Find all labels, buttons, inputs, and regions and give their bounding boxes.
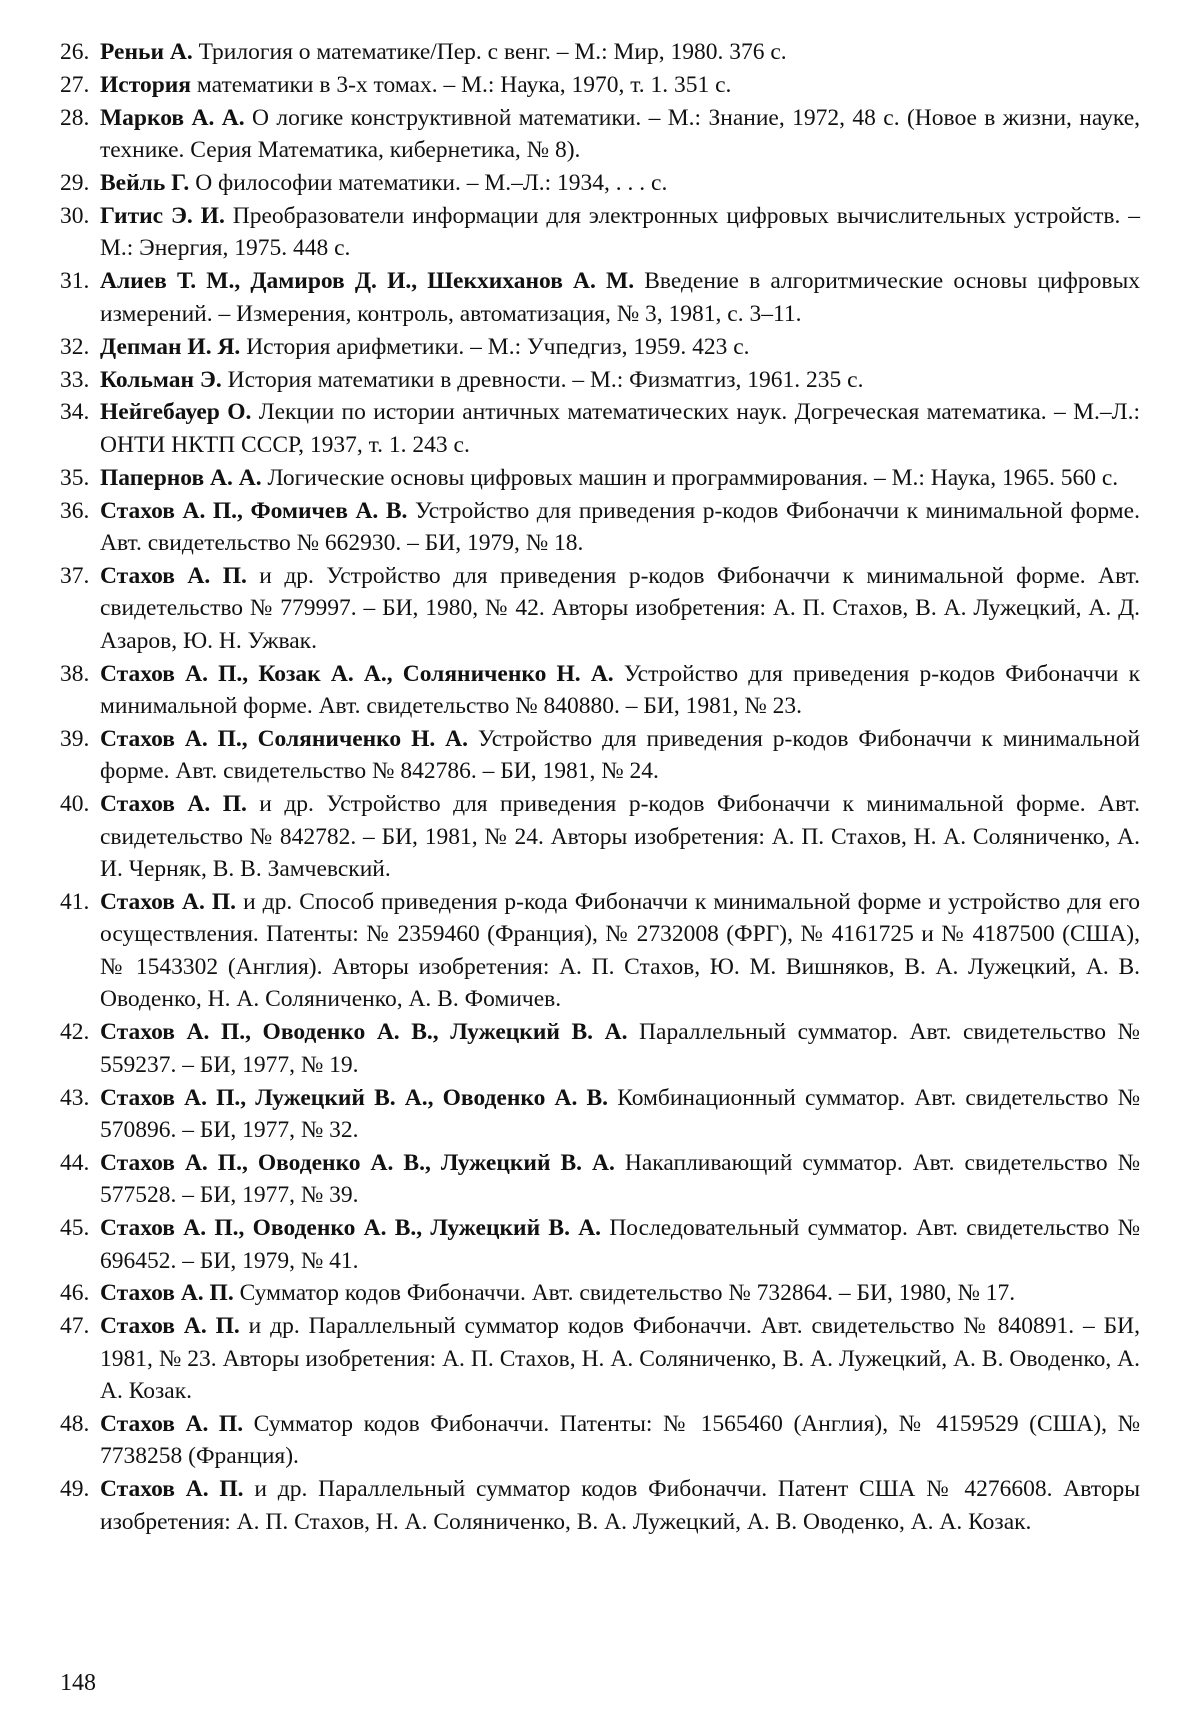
reference-text: Накапливающий сумматор. Авт. свидетельство № 577528. – БИ, 1977, № 39. xyxy=(100,1149,1140,1209)
reference-text: Преобразователи информации для электронных цифровых вычислительных устройств. – М.: Энергия, 1975. 448 с. xyxy=(100,203,1140,262)
reference-entry xyxy=(60,1473,1140,1538)
reference-number: 37. xyxy=(60,563,90,589)
reference-authors: Реньи А. xyxy=(100,39,193,65)
reference-authors: Стахов А. П. xyxy=(100,1411,244,1438)
reference-entry xyxy=(60,1408,1140,1473)
reference-authors: Папернов А. А. xyxy=(100,464,262,491)
reference-entry xyxy=(60,1147,1140,1212)
reference-number: 43. xyxy=(60,1084,90,1111)
reference-authors: Стахов А. П. xyxy=(100,1313,240,1340)
reference-authors: Нейгебауер О. xyxy=(100,399,252,426)
reference-authors: Депман И. Я. xyxy=(100,333,241,360)
reference-entry xyxy=(60,265,1140,330)
reference-text: Последовательный сумматор. Авт. свидетельство № 696452. – БИ, 1979, № 41. xyxy=(100,1215,1140,1274)
reference-text: История математики в древности. – М.: Физматгиз, 1961. 235 с. xyxy=(221,366,864,393)
reference-number: 42. xyxy=(60,1019,90,1046)
reference-entry xyxy=(60,1212,1140,1277)
reference-entry xyxy=(60,200,1140,265)
reference-number: 48. xyxy=(60,1411,90,1438)
reference-entry xyxy=(60,36,1140,68)
reference-authors: Стахов А. П., Козак А. А., Соляниченко Н. А. xyxy=(100,660,614,687)
reference-number: 49. xyxy=(60,1476,90,1503)
reference-authors: Стахов А. П. xyxy=(100,889,237,916)
reference-number: 30. xyxy=(60,203,90,230)
reference-number: 36. xyxy=(60,497,90,524)
reference-text: Введение в алгоритмические основы цифровых измерений. – Измерения, контроль, автоматизация, № 3, 1981, с. 3–11. xyxy=(100,268,1140,327)
reference-text: Устройство для приведения p-кодов Фибоначчи к минимальной форме. Авт. свидетельство № 662930. – БИ, 1979, № 18. xyxy=(100,497,1140,557)
reference-entry xyxy=(60,102,1140,167)
reference-number: 26. xyxy=(60,39,90,65)
reference-text: Лекции по истории античных математических наук. Догреческая математика. – М.–Л.: ОНТИ НКТП СССР, 1937, т. 1. 243 с. xyxy=(100,399,1141,458)
reference-entry xyxy=(60,1277,1140,1309)
reference-authors: Гитис Э. И. xyxy=(100,203,225,230)
reference-authors: Стахов А. П., Оводенко А. В., Лужецкий В. А. xyxy=(100,1149,615,1176)
reference-text: и др. Параллельный сумматор кодов Фибоначчи. Патент США № 4276608. Авторы изобретения: А. П. Стахов, Н. А. Соляниченко, В. А. Лужецкий, А. В. Оводенко, А. А. Козак. xyxy=(100,1476,1141,1535)
reference-text: История арифметики. – М.: Учпедгиз, 1959. 423 с. xyxy=(240,333,750,360)
reference-number: 38. xyxy=(60,660,90,687)
reference-list xyxy=(60,36,1140,1539)
reference-entry xyxy=(60,331,1140,363)
reference-authors: Стахов А. П., Фомичев А. В. xyxy=(100,497,408,524)
reference-number: 39. xyxy=(60,726,90,753)
reference-authors: История xyxy=(100,71,192,98)
reference-entry xyxy=(60,167,1140,199)
reference-text: Сумматор кодов Фибоначчи. Патенты: № 1565460 (Англия), № 4159529 (США), № 7738258 (Франция). xyxy=(100,1411,1140,1470)
page-number: 148 xyxy=(60,1670,96,1696)
reference-authors: Стахов А. П., Оводенко А. В., Лужецкий В. А. xyxy=(100,1019,628,1046)
reference-entry xyxy=(60,723,1140,788)
reference-entry xyxy=(60,495,1140,560)
reference-authors: Алиев Т. М., Дамиров Д. И., Шекхиханов А. М. xyxy=(100,268,635,295)
reference-entry xyxy=(60,396,1140,461)
reference-number: 46. xyxy=(60,1280,90,1307)
reference-number: 45. xyxy=(60,1215,90,1242)
reference-text: Логические основы цифровых машин и программирования. – М.: Наука, 1965. 560 с. xyxy=(261,464,1119,491)
reference-text: и др. Устройство для приведения p-кодов Фибоначчи к минимальной форме. Авт. свидетельство № 842782. – БИ, 1981, № 24. Авторы изобретения: А. П. Стахов, Н. А. Соляниченко, А. И. Черняк, В. В. Замчевский. xyxy=(100,791,1140,883)
reference-number: 34. xyxy=(60,399,90,426)
reference-text: и др. Способ приведения p-кода Фибоначчи к минимальной форме и устройство для его осуществления. Патенты: № 2359460 (Франция), № 2732008 (ФРГ), № 4161725 и № 4187500 (США), № 1543302 (Англия). Авторы изобретения: А. П. Стахов, Ю. М. Вишняков, В. А. Лужецкий, А. В. Оводенко, Н. А. Соляниченко, А. В. Фомичев. xyxy=(100,889,1141,1013)
reference-entry xyxy=(60,1016,1140,1081)
reference-number: 29. xyxy=(60,170,90,197)
reference-authors: Кольман Э. xyxy=(100,366,222,393)
reference-authors: Стахов А. П. xyxy=(100,1476,244,1503)
reference-entry xyxy=(60,69,1140,101)
reference-number: 35. xyxy=(60,464,90,491)
reference-text: математики в 3-х томах. – М.: Наука, 1970, т. 1. 351 с. xyxy=(191,71,732,98)
reference-authors: Стахов А. П., Соляниченко Н. А. xyxy=(100,726,468,753)
reference-authors: Марков А. А. xyxy=(100,104,245,131)
reference-authors: Стахов А. П. xyxy=(100,563,247,589)
reference-number: 41. xyxy=(60,889,90,916)
reference-text: Устройство для приведения p-кодов Фибоначчи к минимальной форме. Авт. свидетельство № 842786. – БИ, 1981, № 24. xyxy=(100,726,1140,785)
reference-entry xyxy=(60,788,1140,885)
reference-number: 33. xyxy=(60,366,90,393)
reference-entry xyxy=(60,1310,1140,1407)
reference-number: 40. xyxy=(60,791,90,818)
reference-authors: Вейль Г. xyxy=(100,170,190,197)
reference-number: 47. xyxy=(60,1313,90,1340)
reference-text: О философии математики. – М.–Л.: 1934, . . . с. xyxy=(189,170,668,197)
reference-authors: Стахов А. П. xyxy=(100,1280,234,1307)
reference-entry xyxy=(60,886,1140,1016)
reference-entry xyxy=(60,658,1140,723)
reference-text: и др. Параллельный сумматор кодов Фибоначчи. Авт. свидетельство № 840891. – БИ, 1981, № 23. Авторы изобретения: А. П. Стахов, Н. А. Соляниченко, В. А. Лужецкий, А. В. Оводенко, А. А. Козак. xyxy=(100,1313,1141,1405)
reference-text: и др. Устройство для приведения p-кодов Фибоначчи к минимальной форме. Авт. свидетельство № 779997. – БИ, 1980, № 42. Авторы изобретения: А. П. Стахов, В. А. Лужецкий, А. Д. Азаров, Ю. Н. Ужвак. xyxy=(100,563,1140,654)
reference-authors: Стахов А. П., Оводенко А. В., Лужецкий В. А. xyxy=(100,1215,602,1242)
reference-entry xyxy=(60,364,1140,396)
reference-number: 32. xyxy=(60,333,90,360)
reference-number: 31. xyxy=(60,268,90,295)
reference-authors: Стахов А. П., Лужецкий В. А., Оводенко А. В. xyxy=(100,1084,609,1111)
reference-text: Трилогия о математике/Пер. с венг. – М.: Мир, 1980. 376 с. xyxy=(192,39,787,65)
reference-number: 27. xyxy=(60,71,90,98)
reference-entry xyxy=(60,462,1140,494)
reference-text: О логике конструктивной математики. – М.: Знание, 1972, 48 с. (Новое в жизни, науке, технике. Серия Математика, кибернетика, № 8). xyxy=(100,104,1141,164)
reference-text: Сумматор кодов Фибоначчи. Авт. свидетельство № 732864. – БИ, 1980, № 17. xyxy=(233,1280,1016,1307)
reference-entry xyxy=(60,1082,1140,1147)
reference-text: Комбинационный сумматор. Авт. свидетельство № 570896. – БИ, 1977, № 32. xyxy=(100,1084,1140,1143)
reference-number: 44. xyxy=(60,1149,90,1176)
reference-entry xyxy=(60,560,1140,657)
reference-authors: Стахов А. П. xyxy=(100,791,247,818)
reference-number: 28. xyxy=(60,104,90,131)
reference-text: Устройство для приведения p-кодов Фибоначчи к минимальной форме. Авт. свидетельство № 840880. – БИ, 1981, № 23. xyxy=(100,660,1140,720)
reference-text: Параллельный сумматор. Авт. свидетельство № 559237. – БИ, 1977, № 19. xyxy=(100,1019,1140,1078)
